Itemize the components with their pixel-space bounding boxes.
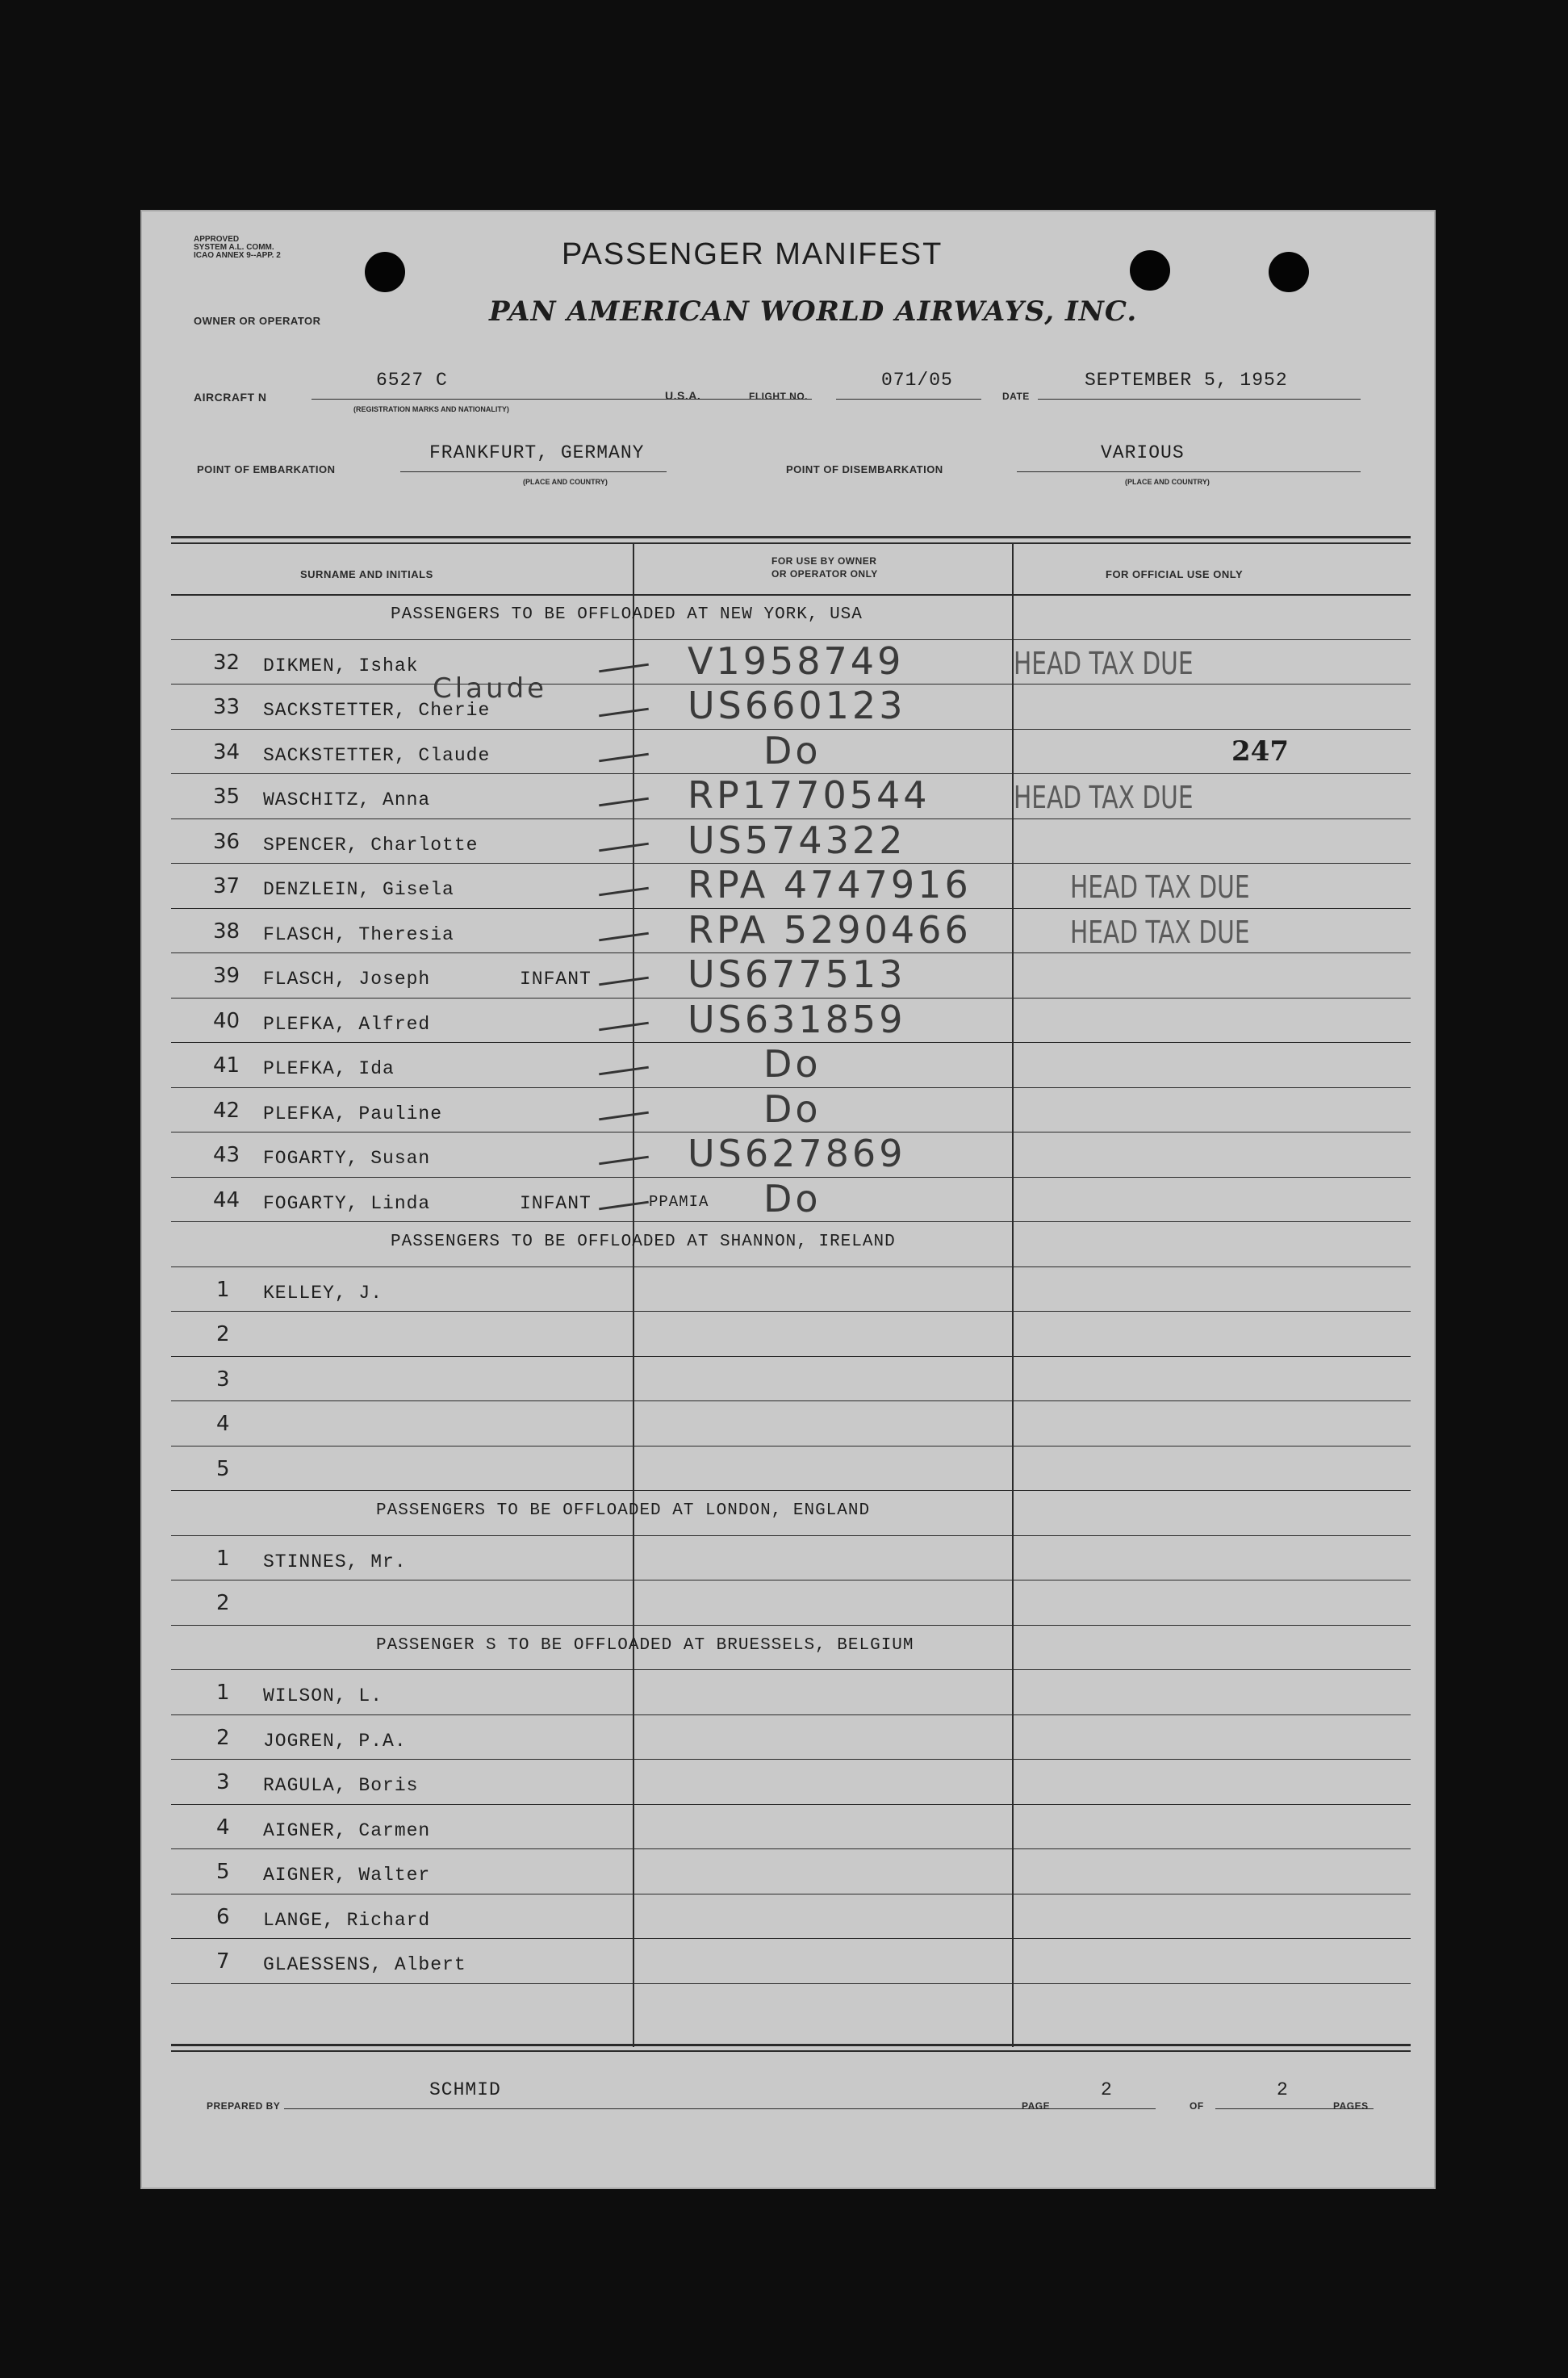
row-rule — [171, 1311, 1411, 1312]
official-number: 247 — [1231, 735, 1289, 768]
passenger-name: LANGE, Richard — [263, 1909, 431, 1931]
row-number: 3 — [216, 1770, 230, 1794]
row-number: 35 — [213, 785, 240, 809]
operator-tick — [599, 752, 649, 762]
row-number: 1 — [216, 1546, 230, 1571]
usa-label: U.S.A. — [665, 389, 701, 402]
passenger-name: PLEFKA, Pauline — [263, 1103, 443, 1124]
official-stamp: HEAD TAX DUE — [1070, 869, 1250, 905]
passenger-name: WASCHITZ, Anna — [263, 789, 431, 810]
operator-name: PAN AMERICAN WORLD AIRWAYS, INC. — [489, 295, 1138, 328]
operator-entry: US574322 — [688, 818, 906, 862]
column-divider-1 — [633, 544, 634, 2047]
operator-tick — [599, 1021, 649, 1031]
table-bottom-rule-2 — [171, 2050, 1411, 2052]
row-number: 1 — [216, 1681, 230, 1705]
prepared-label: PREPARED BY — [207, 2100, 281, 2112]
passenger-name: DENZLEIN, Gisela — [263, 879, 454, 900]
flight-label: FLIGHT NO. — [749, 391, 808, 402]
passenger-name: FLASCH, Joseph — [263, 969, 431, 990]
aircraft-value: 6527 C — [376, 370, 448, 391]
header-bottom-rule — [171, 594, 1411, 596]
row-number: 6 — [216, 1904, 230, 1929]
operator-tick — [599, 1066, 649, 1076]
row-number: 32 — [213, 650, 240, 675]
disembark-rule — [1017, 471, 1361, 472]
row-rule — [171, 1490, 1411, 1491]
passenger-name: FLASCH, Theresia — [263, 923, 454, 945]
pages-label: PAGES — [1333, 2100, 1369, 2112]
row-number: 4 — [216, 1815, 230, 1840]
operator-tick — [599, 798, 649, 807]
operator-note: PPAMIA — [649, 1192, 709, 1211]
passenger-name: RAGULA, Boris — [263, 1775, 419, 1796]
approval-line: SYSTEM A.L. COMM. — [194, 243, 274, 252]
operator-entry: RPA 4747916 — [688, 863, 972, 906]
registration-caption: (REGISTRATION MARKS AND NATIONALITY) — [353, 405, 509, 413]
pages-value: 2 — [1277, 2079, 1289, 2100]
operator-tick — [599, 932, 649, 941]
date-value: SEPTEMBER 5, 1952 — [1085, 370, 1288, 391]
embark-value: FRANKFURT, GERMANY — [429, 442, 645, 463]
disembark-label: POINT OF DISEMBARKATION — [786, 463, 943, 475]
disembark-caption: (PLACE AND COUNTRY) — [1125, 478, 1210, 486]
passenger-name: STINNES, Mr. — [263, 1551, 407, 1572]
row-number: 41 — [213, 1053, 240, 1078]
table-bottom-rule — [171, 2044, 1411, 2046]
row-number: 4 — [216, 1412, 230, 1436]
col-official: FOR OFFICIAL USE ONLY — [1106, 568, 1244, 580]
row-number: 42 — [213, 1098, 240, 1123]
operator-tick — [599, 977, 649, 986]
row-number: 40 — [213, 1008, 240, 1033]
row-rule — [171, 1938, 1411, 1939]
operator-tick — [599, 1111, 649, 1120]
row-number: 7 — [216, 1949, 230, 1974]
operator-entry: Do — [763, 1086, 822, 1131]
official-stamp: HEAD TAX DUE — [1014, 645, 1194, 681]
owner-label: OWNER OR OPERATOR — [194, 315, 321, 327]
col-owner-use-1: FOR USE BY OWNER — [771, 555, 877, 567]
approval-block — [194, 236, 281, 260]
passenger-name: AIGNER, Carmen — [263, 1819, 431, 1841]
row-number: 43 — [213, 1143, 240, 1167]
section-heading: PASSENGERS TO BE OFFLOADED AT NEW YORK, USA — [391, 605, 863, 624]
manifest-sheet — [142, 211, 1434, 2188]
punch-hole-mid — [1130, 250, 1170, 291]
passenger-name: GLAESSENS, Albert — [263, 1954, 466, 1975]
operator-entry: RPA 5290466 — [688, 907, 972, 952]
of-label: OF — [1190, 2100, 1204, 2112]
operator-tick — [599, 663, 649, 672]
row-number: 2 — [216, 1725, 230, 1750]
aircraft-rule — [312, 399, 812, 400]
row-number: 34 — [213, 739, 240, 764]
flight-value: 071/05 — [881, 370, 953, 391]
section-rule — [171, 1669, 1411, 1670]
embark-rule — [400, 471, 667, 472]
col-owner-use-2: OR OPERATOR ONLY — [771, 568, 878, 580]
row-rule — [171, 1983, 1411, 1984]
operator-entry: Do — [763, 1042, 822, 1086]
row-rule — [171, 1221, 1411, 1222]
name-correction: Claude — [433, 672, 548, 705]
passenger-name: AIGNER, Walter — [263, 1865, 431, 1886]
operator-entry: US660123 — [688, 684, 906, 727]
row-number: 33 — [213, 695, 240, 719]
row-rule — [171, 1400, 1411, 1401]
passenger-note: INFANT — [520, 1192, 592, 1214]
embark-caption: (PLACE AND COUNTRY) — [523, 478, 608, 486]
passenger-name: PLEFKA, Ida — [263, 1058, 395, 1079]
passenger-note: INFANT — [520, 969, 592, 990]
page-label: PAGE — [1022, 2100, 1051, 2112]
approval-line: ICAO ANNEX 9--APP. 2 — [194, 251, 281, 260]
section-rule — [171, 1535, 1411, 1536]
row-number: 37 — [213, 874, 240, 898]
operator-entry: US677513 — [688, 952, 906, 996]
date-rule — [1038, 399, 1361, 400]
official-stamp: HEAD TAX DUE — [1014, 780, 1194, 815]
prepared-value: SCHMID — [429, 2079, 501, 2100]
operator-entry: US631859 — [688, 997, 906, 1041]
table-top-rule — [171, 536, 1411, 538]
row-number: 2 — [216, 1591, 230, 1615]
passenger-name: FOGARTY, Susan — [263, 1148, 431, 1169]
embark-label: POINT OF EMBARKATION — [197, 463, 336, 475]
passenger-name: PLEFKA, Alfred — [263, 1013, 431, 1035]
section-rule — [171, 1266, 1411, 1267]
passenger-name: JOGREN, P.A. — [263, 1730, 407, 1752]
row-number: 2 — [216, 1322, 230, 1346]
operator-entry: Do — [763, 1176, 822, 1220]
disembark-value: VARIOUS — [1101, 442, 1185, 463]
row-number: 39 — [213, 964, 240, 988]
operator-tick — [599, 1156, 649, 1166]
passenger-name: DIKMEN, Ishak — [263, 655, 419, 676]
punch-hole-left — [365, 252, 405, 292]
operator-entry: US627869 — [688, 1132, 906, 1175]
row-rule — [171, 1804, 1411, 1805]
section-heading: PASSENGERS TO BE OFFLOADED AT SHANNON, IRELAND — [391, 1233, 896, 1251]
row-rule — [171, 1356, 1411, 1357]
column-divider-2 — [1012, 544, 1014, 2047]
row-rule — [171, 1848, 1411, 1849]
passenger-name: FOGARTY, Linda — [263, 1192, 431, 1214]
row-rule — [171, 1714, 1411, 1715]
row-number: 44 — [213, 1187, 240, 1212]
operator-tick — [599, 842, 649, 852]
approval-line: APPROVED — [194, 235, 240, 244]
page-value: 2 — [1101, 2079, 1113, 2100]
operator-entry: V1958749 — [688, 638, 905, 683]
section-heading: PASSENGER S TO BE OFFLOADED AT BRUESSELS, BELGIUM — [376, 1635, 914, 1655]
operator-tick — [599, 887, 649, 897]
passenger-name: KELLEY, J. — [263, 1282, 383, 1304]
passenger-name: WILSON, L. — [263, 1685, 383, 1706]
operator-entry: RP1770544 — [688, 773, 930, 817]
punch-hole-right — [1269, 252, 1309, 292]
page-title: PASSENGER MANIFEST — [562, 237, 943, 271]
row-number: 3 — [216, 1367, 230, 1392]
operator-tick — [599, 708, 649, 718]
section-heading: PASSENGERS TO BE OFFLOADED AT LONDON, ENGLAND — [376, 1501, 871, 1520]
flight-rule — [836, 399, 981, 400]
operator-tick — [599, 1200, 649, 1210]
official-stamp: HEAD TAX DUE — [1070, 914, 1250, 950]
col-surname: SURNAME AND INITIALS — [300, 568, 433, 580]
table-top-rule-2 — [171, 542, 1411, 544]
row-rule — [171, 1625, 1411, 1626]
aircraft-label: AIRCRAFT N — [194, 391, 267, 404]
row-number: 5 — [216, 1860, 230, 1884]
date-label: DATE — [1002, 391, 1030, 402]
row-number: 38 — [213, 919, 240, 944]
row-rule — [171, 1759, 1411, 1760]
passenger-name: SACKSTETTER, Claude — [263, 744, 491, 766]
row-number: 36 — [213, 829, 240, 854]
passenger-name: SPENCER, Charlotte — [263, 834, 479, 856]
operator-entry: Do — [763, 728, 822, 772]
row-number: 5 — [216, 1456, 230, 1481]
row-number: 1 — [216, 1277, 230, 1302]
passenger-name: SACKSTETTER, Cherie — [263, 700, 491, 721]
